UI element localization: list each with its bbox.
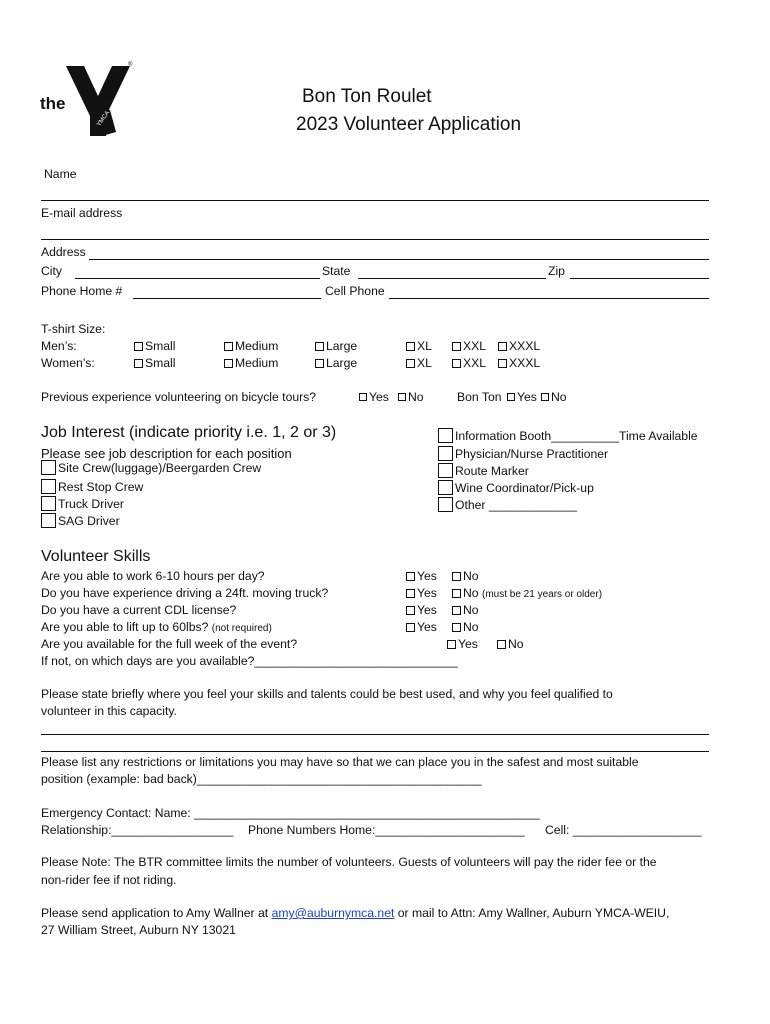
checkbox-icon[interactable] (406, 623, 415, 632)
mens-xl-option[interactable]: XL (406, 339, 432, 353)
checkbox-icon[interactable] (452, 623, 461, 632)
skills-question-cdl: Do you have a current CDL license? (41, 603, 237, 617)
job-option-wine-coordinator[interactable]: Wine Coordinator/Pick-up (438, 480, 594, 495)
email-field[interactable] (41, 239, 709, 240)
full-week-no[interactable]: No (497, 637, 524, 651)
truck-no[interactable]: No (must be 21 years or older) (452, 586, 602, 600)
checkbox-icon[interactable] (398, 393, 406, 401)
page-title-application: 2023 Volunteer Application (296, 114, 522, 135)
emergency-relationship: Relationship:__________________ (41, 823, 234, 837)
address-label: Address (41, 245, 86, 259)
hours-no[interactable]: No (452, 569, 479, 583)
skills-question-truck: Do you have experience driving a 24ft. moving truck? (41, 586, 329, 600)
job-option-physician[interactable]: Physician/Nurse Practitioner (438, 446, 608, 461)
lift-note: (not required) (211, 623, 272, 634)
checkbox-icon[interactable] (41, 479, 56, 494)
prev-experience-yes[interactable]: Yes (359, 390, 389, 404)
womens-small-option[interactable]: Small (134, 356, 175, 370)
ymca-logo (38, 60, 138, 140)
logo-registered-mark: ® (128, 62, 133, 68)
zip-field[interactable] (570, 278, 709, 279)
cell-phone-label: Cell Phone (325, 284, 385, 298)
age-note: (must be 21 years or older) (481, 589, 603, 600)
checkbox-icon[interactable] (438, 480, 453, 495)
phone-home-label: Phone Home # (41, 284, 123, 298)
mens-label: Men’s: (41, 339, 77, 353)
zip-label: Zip (548, 264, 565, 278)
checkbox-icon[interactable] (447, 640, 456, 649)
job-interest-subheading: Please see job description for each position (41, 446, 292, 461)
womens-xxxl-option[interactable]: XXXL (498, 356, 540, 370)
checkbox-icon[interactable] (452, 342, 461, 351)
mens-xxl-option[interactable]: XXL (452, 339, 486, 353)
emergency-phone-home: Phone Numbers Home:______________________ (248, 823, 525, 837)
name-field[interactable] (41, 200, 709, 201)
womens-medium-option[interactable]: Medium (224, 356, 278, 370)
logo-ymca-text: YMCA (96, 110, 112, 128)
lift-no[interactable]: No (452, 620, 479, 634)
state-field[interactable] (358, 278, 546, 279)
restrictions-prompt-line2: position (example: bad back)__________________________________________ (41, 772, 482, 786)
tshirt-size-label: T-shirt Size: (41, 322, 106, 336)
job-option-truck-driver[interactable]: Truck Driver (41, 496, 124, 511)
checkbox-icon[interactable] (224, 359, 233, 368)
womens-xl-option[interactable]: XL (406, 356, 432, 370)
womens-label: Women’s: (41, 356, 95, 370)
state-label: State (322, 264, 351, 278)
bonton-no[interactable]: No (541, 390, 567, 404)
city-field[interactable] (75, 278, 320, 279)
checkbox-icon[interactable] (315, 359, 324, 368)
checkbox-icon[interactable] (438, 428, 453, 443)
prev-experience-no[interactable]: No (398, 390, 424, 404)
checkbox-icon[interactable] (438, 497, 453, 512)
checkbox-icon[interactable] (498, 359, 507, 368)
page-title-event: Bon Ton Roulet (302, 86, 432, 107)
cell-phone-field[interactable] (389, 298, 709, 299)
send-suffix: or mail to Attn: Amy Wallner, Auburn YMCA-WEIU, (394, 906, 670, 920)
emergency-contact-name: Emergency Contact: Name: ___________________________________________________ (41, 806, 540, 820)
checkbox-icon[interactable] (359, 393, 367, 401)
full-week-yes[interactable]: Yes (447, 637, 478, 651)
checkbox-icon[interactable] (134, 359, 143, 368)
city-label: City (41, 264, 62, 278)
checkbox-icon[interactable] (315, 342, 324, 351)
checkbox-icon[interactable] (224, 342, 233, 351)
checkbox-icon[interactable] (41, 496, 56, 511)
send-line2: 27 William Street, Auburn NY 13021 (41, 923, 236, 937)
job-option-other[interactable]: Other _____________ (438, 497, 577, 512)
note-line2: non-rider fee if not riding. (41, 873, 177, 887)
checkbox-icon[interactable] (134, 342, 143, 351)
womens-large-option[interactable]: Large (315, 356, 357, 370)
checkbox-icon[interactable] (406, 359, 415, 368)
name-label: Name (44, 167, 77, 181)
checkbox-icon[interactable] (497, 640, 506, 649)
skills-prompt-line1: Please state briefly where you feel your skills and talents could be best used, and why you feel qualified to (41, 687, 613, 701)
prev-experience-question: Previous experience volunteering on bicycle tours? (41, 390, 317, 404)
phone-home-field[interactable] (133, 298, 321, 299)
checkbox-icon[interactable] (406, 606, 415, 615)
bonton-label: Bon Ton (457, 390, 502, 404)
cdl-yes[interactable]: Yes (406, 603, 437, 617)
note-line1: Please Note: The BTR committee limits the number of volunteers. Guests of volunteers will pay the rider fee or the (41, 855, 657, 869)
emergency-cell: Cell: ___________________ (545, 823, 702, 837)
email-link[interactable]: amy@auburnymca.net (271, 906, 395, 920)
lift-yes[interactable]: Yes (406, 620, 437, 634)
checkbox-icon[interactable] (41, 460, 56, 475)
mens-small-option[interactable]: Small (134, 339, 175, 353)
skills-question-full-week: Are you available for the full week of the event? (41, 637, 298, 651)
skills-answer-line-1[interactable] (41, 734, 709, 735)
job-interest-heading: Job Interest (indicate priority i.e. 1, 2 or 3) (41, 424, 337, 441)
skills-question-which-days: If not, on which days are you available?______________________________ (41, 654, 458, 668)
truck-yes[interactable]: Yes (406, 586, 437, 600)
checkbox-icon[interactable] (406, 342, 415, 351)
checkbox-icon[interactable] (452, 359, 461, 368)
checkbox-icon[interactable] (406, 572, 415, 581)
checkbox-icon[interactable] (41, 513, 56, 528)
skills-question-lift: Are you able to lift up to 60lbs? (not required) (41, 620, 272, 634)
skills-prompt-line2: volunteer in this capacity. (41, 704, 177, 718)
mens-medium-option[interactable]: Medium (224, 339, 278, 353)
bonton-yes[interactable]: Yes (507, 390, 537, 404)
mens-large-option[interactable]: Large (315, 339, 357, 353)
mens-xxxl-option[interactable]: XXXL (498, 339, 540, 353)
womens-xxl-option[interactable]: XXL (452, 356, 486, 370)
checkbox-icon[interactable] (438, 446, 453, 461)
checkbox-icon[interactable] (507, 393, 515, 401)
checkbox-icon[interactable] (406, 589, 415, 598)
skills-question-hours: Are you able to work 6-10 hours per day? (41, 569, 265, 583)
checkbox-icon[interactable] (452, 589, 461, 598)
checkbox-icon[interactable] (438, 463, 453, 478)
logo-the-text: the (40, 94, 66, 113)
cdl-no[interactable]: No (452, 603, 479, 617)
job-option-information-booth[interactable]: Information Booth__________Time Available (438, 428, 698, 443)
job-option-site-crew[interactable]: Site Crew(luggage)/Beergarden Crew (41, 460, 261, 475)
address-field[interactable] (89, 259, 709, 260)
send-prefix: Please send application to Amy Wallner at (41, 906, 272, 920)
volunteer-skills-heading: Volunteer Skills (41, 548, 151, 565)
hours-yes[interactable]: Yes (406, 569, 437, 583)
checkbox-icon[interactable] (541, 393, 549, 401)
restrictions-prompt-line1: Please list any restrictions or limitations you may have so that we can place you in the safest and most suitable (41, 755, 639, 769)
job-option-sag-driver[interactable]: SAG Driver (41, 513, 120, 528)
checkbox-icon[interactable] (452, 606, 461, 615)
email-label: E-mail address (41, 206, 123, 220)
send-line1 (41, 906, 669, 920)
checkbox-icon[interactable] (498, 342, 507, 351)
skills-answer-line-2[interactable] (41, 751, 709, 752)
job-option-route-marker[interactable]: Route Marker (438, 463, 529, 478)
checkbox-icon[interactable] (452, 572, 461, 581)
job-option-rest-stop-crew[interactable]: Rest Stop Crew (41, 479, 143, 494)
